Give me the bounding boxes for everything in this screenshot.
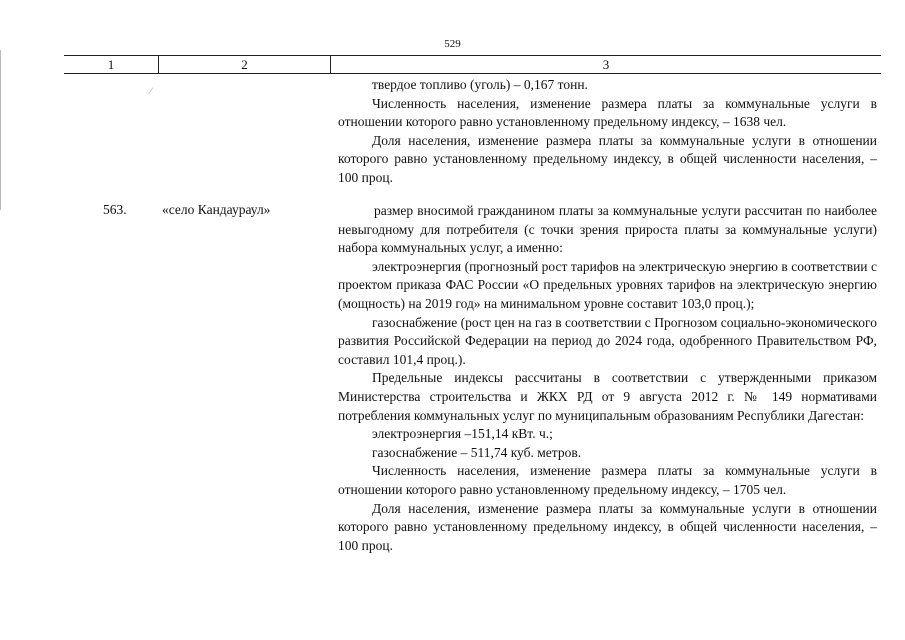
paragraph: Численность населения, изменение размера платы за коммунальные услуги в отношении которого равно установленному предельному индексу, – 1705 чел. bbox=[338, 463, 877, 497]
paragraph: Предельные индексы рассчитаны в соответствии с утвержденными приказом Министерства строительства и ЖКХ РД от 9 августа 2012 г. № 149 нормативами потребления коммунальных услуг по муниципальным образованиям Республики Дагестан: bbox=[338, 370, 877, 423]
paragraph: электроэнергия –151,14 кВт. ч.; bbox=[372, 426, 553, 442]
paragraph: газоснабжение – 511,74 куб. метров. bbox=[372, 444, 582, 460]
paragraph: твердое топливо (уголь) – 0,167 тонн. bbox=[372, 77, 588, 92]
paragraph: Доля населения, изменение размера платы за коммунальные услуги в отношении которого равно установленному предельному индексу, в общей численности населения, – 100 проц. bbox=[338, 132, 877, 185]
entry-number: 563. bbox=[103, 202, 127, 217]
paragraph: Численность населения, изменение размера платы за коммунальные услуги в отношении которого равно установленному предельному индексу, – 1638 чел. bbox=[338, 95, 877, 130]
column-header-1: 1 bbox=[107, 57, 115, 72]
column-header-row bbox=[64, 55, 881, 74]
paragraph: газоснабжение (рост цен на газ в соответствии с Прогнозом социально-экономического развития Российской Федерации на период до 2024 года, одобренного Правительством РФ, составил 101,4 проц.). bbox=[338, 314, 877, 367]
column-header-2: 2 bbox=[241, 57, 248, 72]
paragraph: размер вносимой гражданином платы за коммунальные услуги рассчитан по наиболее невыгодному для потребителя (с точки зрения прироста платы за коммунальные услуги) набора коммунальных услуг, а именно: bbox=[338, 203, 877, 256]
previous-entry-continuation bbox=[338, 76, 877, 188]
entry-description bbox=[338, 202, 877, 555]
entry-name: «село Кандаураул» bbox=[162, 202, 271, 217]
page-number: 529 bbox=[444, 38, 461, 50]
scan-edge-line bbox=[0, 50, 1, 210]
scan-artifact-mark: ⁄ bbox=[150, 86, 152, 96]
paragraph: Доля населения, изменение размера платы за коммунальные услуги в отношении которого равно установленному предельному индексу, в общей численности населения, – 100 проц. bbox=[338, 500, 877, 553]
paragraph: электроэнергия (прогнозный рост тарифов на электрическую энергию в соответствии с проектом приказа ФАС России «О предельных уровнях тарифов на электрическую энергию (мощность) на 2019 год» на минимальном уровне составит 103,0 проц.); bbox=[338, 258, 877, 311]
column-header-3: 3 bbox=[602, 57, 610, 72]
